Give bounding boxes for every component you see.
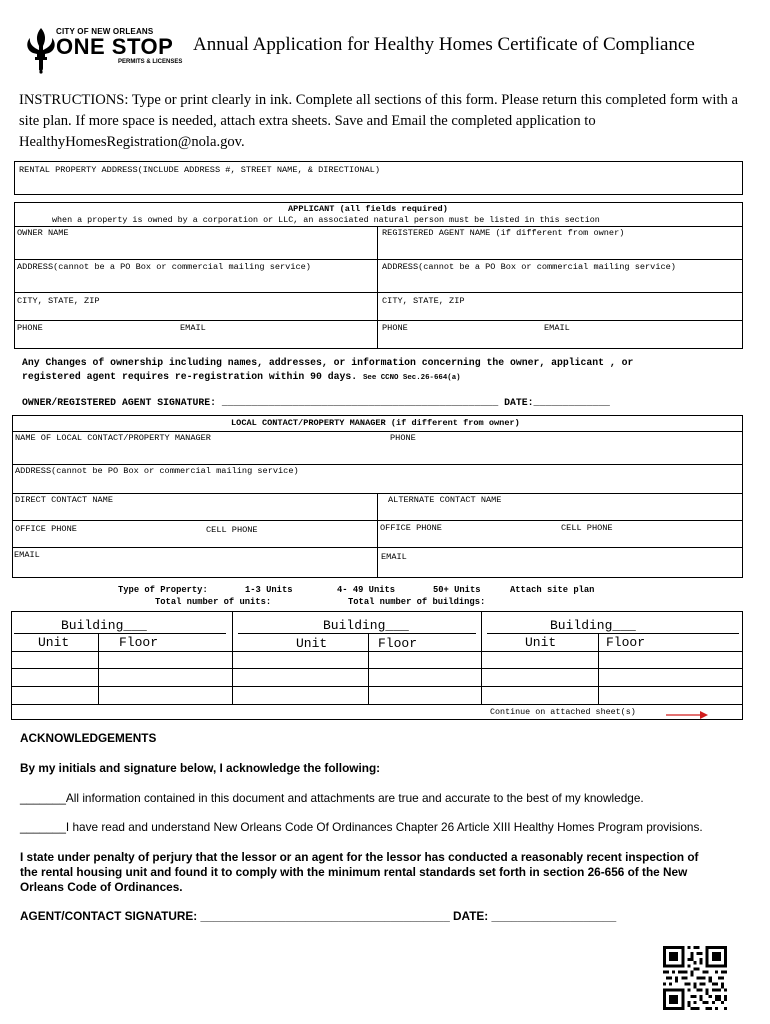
- total-buildings-label: Total number of buildings:: [348, 597, 486, 607]
- local-contact-phone-label: PHONE: [390, 433, 416, 443]
- floor-1-header: Floor: [119, 635, 159, 650]
- building-2-label[interactable]: Building___: [323, 618, 409, 633]
- office-phone-right-label: OFFICE PHONE: [380, 523, 442, 533]
- perjury-statement-line1: I state under penalty of perjury that the lessor or an agent for the lessor has conducted a reasonably recent inspection of: [20, 850, 699, 864]
- acknowledgements-heading: ACKNOWLEDGEMENTS: [20, 731, 157, 745]
- local-contact-address-label: ADDRESS(cannot be PO Box or commercial mailing service): [15, 466, 299, 476]
- owner-address-field[interactable]: [15, 260, 376, 291]
- direct-contact-label: DIRECT CONTACT NAME: [15, 495, 113, 505]
- agent-name-field[interactable]: [378, 227, 742, 258]
- qr-code-icon: [663, 945, 727, 1016]
- option-50-plus-units[interactable]: 50+ Units: [433, 585, 481, 595]
- logo-main-text: ONE STOP: [56, 34, 174, 59]
- floor-3-header: Floor: [606, 635, 646, 650]
- property-address-field[interactable]: [14, 161, 743, 195]
- cell-phone-right-label: CELL PHONE: [561, 523, 613, 533]
- reregistration-notice-line2: registered agent requires re-registration within 90 days. See CCNO Sec.26-664(a): [22, 371, 461, 382]
- continue-sheet-label: Continue on attached sheet(s): [490, 707, 636, 717]
- owner-signature-line[interactable]: OWNER/REGISTERED AGENT SIGNATURE: _______________________________________________ DATE:_____________: [22, 397, 610, 408]
- attach-site-plan-label: Attach site plan: [510, 585, 595, 595]
- owner-email-label: EMAIL: [180, 323, 206, 333]
- agent-phone-label: PHONE: [382, 323, 408, 333]
- left-phones-field[interactable]: [13, 521, 376, 546]
- building-1-label[interactable]: Building___: [61, 618, 147, 633]
- office-phone-left-label: OFFICE PHONE: [15, 524, 77, 534]
- acknowledgement-item-1[interactable]: _______All information contained in this document and attachments are true and accurate to the best of my knowledge.: [20, 791, 644, 805]
- agent-email-label: EMAIL: [544, 323, 570, 333]
- alternate-contact-field[interactable]: [378, 494, 742, 519]
- owner-city-field[interactable]: [15, 293, 376, 319]
- option-1-3-units[interactable]: 1-3 Units: [245, 585, 293, 595]
- arrow-right-icon: [666, 707, 710, 725]
- perjury-statement-line2: the rental housing unit and found it to comply with the minimum rental standards set forth in section 26-656 of the New: [20, 865, 688, 879]
- acknowledgement-item-2[interactable]: _______I have read and understand New Orleans Code Of Ordinances Chapter 26 Article XIII Healthy Homes Program provisions.: [20, 820, 703, 834]
- perjury-statement-line3: Orleans Code of Ordinances.: [20, 880, 183, 894]
- agent-address-field[interactable]: [378, 260, 742, 291]
- applicant-subheading: when a property is owned by a corporation or LLC, an associated natural person must be listed in this section: [52, 215, 600, 225]
- total-units-label: Total number of units:: [155, 597, 272, 607]
- local-contact-heading: LOCAL CONTACT/PROPERTY MANAGER (if different from owner): [231, 418, 520, 428]
- reregistration-notice-line1: Any Changes of ownership including names, addresses, or information concerning the owner, applicant , or: [22, 357, 634, 368]
- email-right-label: EMAIL: [381, 552, 407, 562]
- local-contact-name-label: NAME OF LOCAL CONTACT/PROPERTY MANAGER: [15, 433, 211, 443]
- acknowledgements-intro: By my initials and signature below, I acknowledge the following:: [20, 761, 381, 775]
- option-4-49-units[interactable]: 4- 49 Units: [337, 585, 396, 595]
- logo-sub-text: PERMITS & LICENSES: [118, 59, 183, 65]
- owner-name-label: OWNER NAME: [17, 228, 69, 238]
- page-title: Annual Application for Healthy Homes Certificate of Compliance: [193, 34, 695, 55]
- building-3-label[interactable]: Building___: [550, 618, 636, 633]
- ccno-reference: See CCNO Sec.26-664(a): [363, 374, 461, 382]
- email-left-label: EMAIL: [14, 550, 40, 560]
- logo-top-text: CITY OF NEW ORLEANS: [56, 27, 154, 36]
- unit-1-header: Unit: [38, 635, 70, 650]
- agent-name-label: REGISTERED AGENT NAME (if different from owner): [382, 228, 625, 238]
- floor-2-header: Floor: [378, 636, 418, 651]
- owner-phone-label: PHONE: [17, 323, 43, 333]
- fleur-de-lis-logo-icon: [24, 26, 58, 79]
- cell-phone-left-label: CELL PHONE: [206, 525, 258, 535]
- direct-contact-field[interactable]: [13, 494, 376, 519]
- agent-city-label: CITY, STATE, ZIP: [382, 296, 465, 306]
- local-contact-address-field[interactable]: [13, 465, 742, 492]
- right-phones-field[interactable]: [378, 521, 742, 546]
- unit-3-header: Unit: [525, 635, 557, 650]
- owner-name-field[interactable]: [15, 227, 376, 258]
- applicant-heading: APPLICANT (all fields required): [288, 204, 448, 214]
- email-right-field[interactable]: [378, 548, 742, 577]
- agent-phone-email-field[interactable]: [378, 321, 742, 348]
- property-type-label: Type of Property:: [118, 585, 208, 595]
- property-address-label: RENTAL PROPERTY ADDRESS(INCLUDE ADDRESS #, STREET NAME, & DIRECTIONAL): [19, 165, 380, 175]
- owner-address-label: ADDRESS(cannot be a PO Box or commercial mailing service): [17, 262, 311, 272]
- email-left-field[interactable]: [13, 548, 376, 577]
- alternate-contact-label: ALTERNATE CONTACT NAME: [388, 495, 502, 505]
- agent-signature-line[interactable]: AGENT/CONTACT SIGNATURE: ______________________________________ DATE: ___________________: [20, 909, 617, 923]
- agent-city-field[interactable]: [378, 293, 742, 319]
- owner-city-label: CITY, STATE, ZIP: [17, 296, 100, 306]
- unit-2-header: Unit: [296, 636, 328, 651]
- owner-phone-email-field[interactable]: [15, 321, 376, 348]
- agent-address-label: ADDRESS(cannot be a PO Box or commercial mailing service): [382, 262, 676, 272]
- instructions-text: INSTRUCTIONS: Type or print clearly in ink. Complete all sections of this form. Please return this completed form with a site plan. If more space is needed, attach extra sheets. Save and Email the completed application to HealthyHomesRegistration@nola.gov.: [19, 92, 738, 150]
- local-contact-name-field[interactable]: [13, 432, 742, 463]
